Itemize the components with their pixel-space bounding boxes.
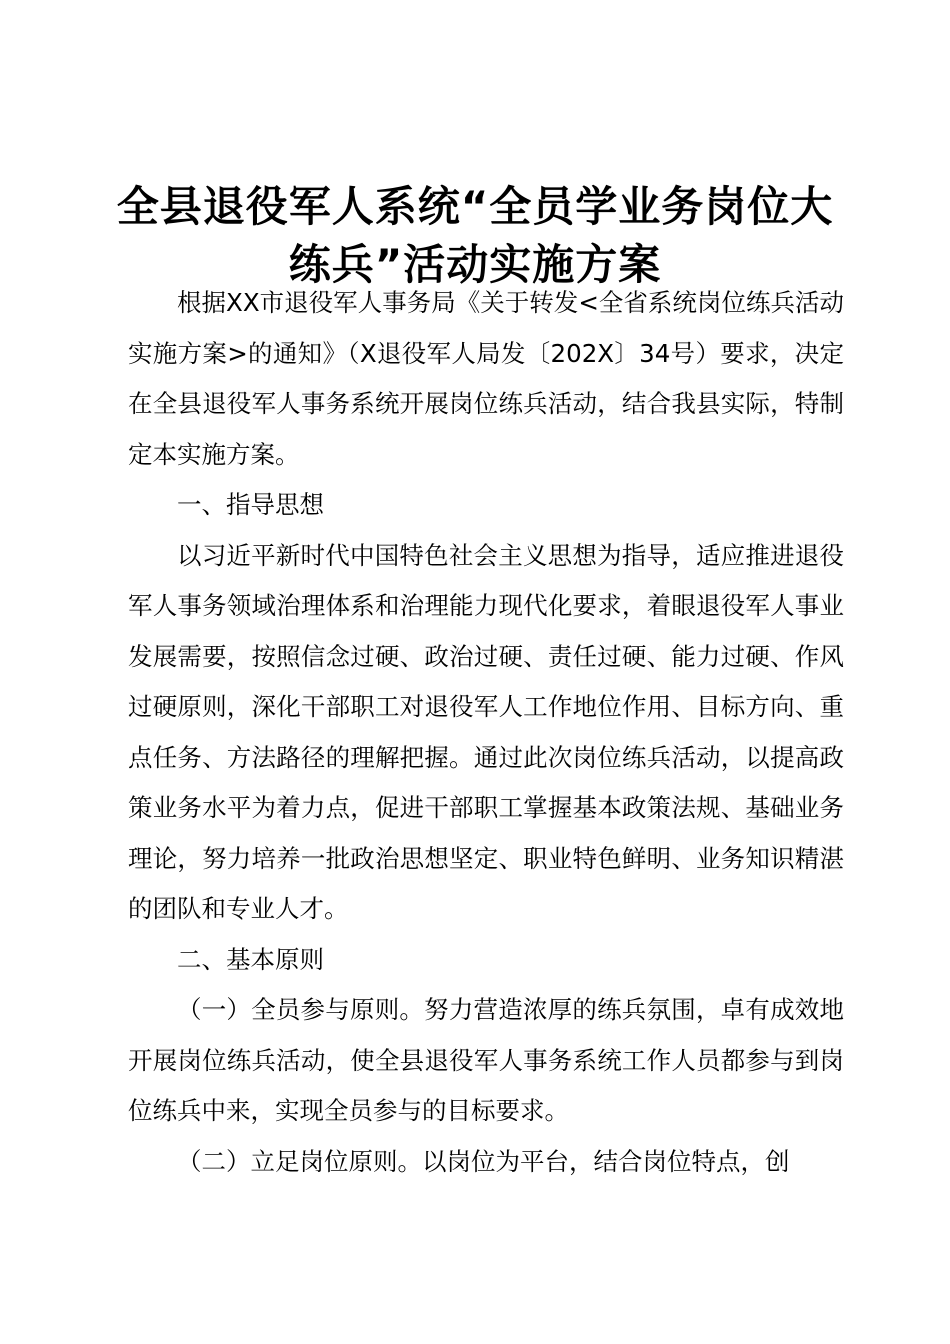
document-title: 全县退役军人系统“全员学业务岗位大练兵”活动实施方案 <box>116 182 834 289</box>
guiding-ideology-paragraph: 以习近平新时代中国特色社会主义思想为指导，适应推进退役军人事务领域治理体系和治理能力现代化要求，着眼退役军人事业发展需要，按照信念过硬、政治过硬、责任过硬、能力过硬、作风过硬原则，深化干部职工对退役军人工作地位作用、目标方向、重点任务、方法路径的理解把握。通过此次岗位练兵活动，以提高政策业务水平为着力点，促进干部职工掌握基本政策法规、基础业务理论，努力培养一批政治思想坚定、职业特色鲜明、业务知识精湛的团队和专业人才。 <box>128 540 844 923</box>
section-heading-guiding-ideology: 一、指导思想 <box>177 490 324 519</box>
intro-paragraph: 根据XX市退役军人事务局《关于转发<全省系统岗位练兵活动实施方案>的通知》（X退役军人局发〔202X〕34号）要求，决定在全县退役军人事务系统开展岗位练兵活动，结合我县实际，特制定本实施方案。 <box>128 288 844 469</box>
document-body <box>128 278 844 1187</box>
principle-1-paragraph: （一）全员参与原则。努力营造浓厚的练兵氛围，卓有成效地开展岗位练兵活动，使全县退役军人事务系统工作人员都参与到岗位练兵中来，实现全员参与的目标要求。 <box>128 995 844 1125</box>
principle-2-paragraph: （二）立足岗位原则。以岗位为平台，结合岗位特点，创 <box>177 1146 790 1176</box>
section-heading-basic-principles: 二、基本原则 <box>177 944 324 974</box>
